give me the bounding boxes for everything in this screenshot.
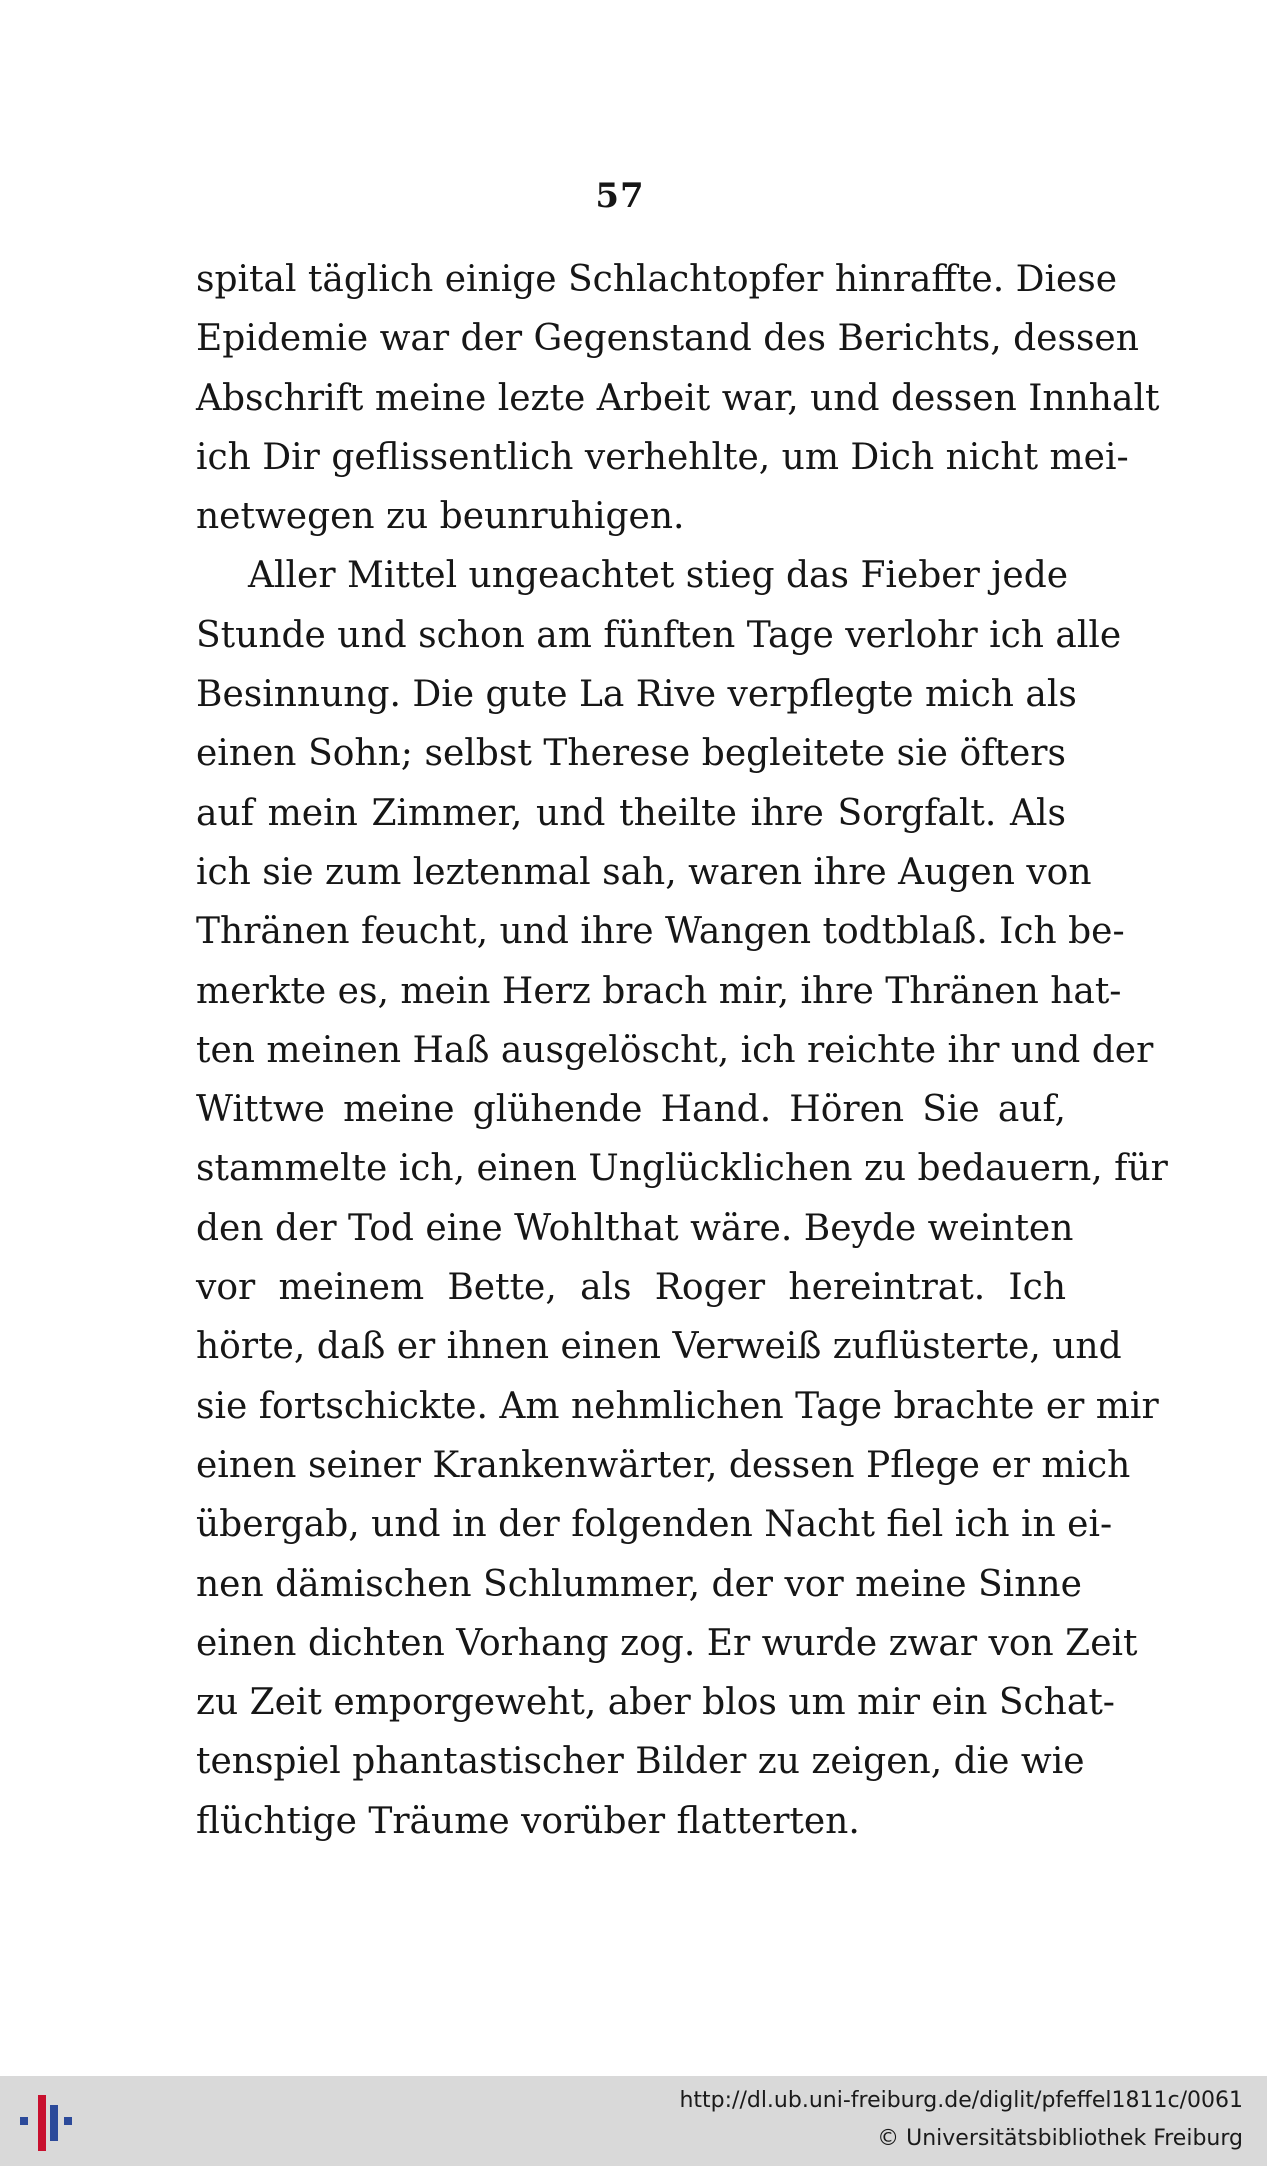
text-line: Aller Mittel ungeachtet stieg das Fieber jede: [248, 555, 1069, 597]
text-line: einen Sohn; selbst Therese begleitete sie öfters: [196, 733, 1066, 775]
text-line: Besinnung. Die gute La Rive verpflegte mich als: [196, 674, 1077, 716]
text-line: den der Tod eine Wohlthat wäre. Beyde weinten: [196, 1207, 1074, 1249]
text-line: Epidemie war der Gegenstand des Berichts, dessen: [196, 318, 1139, 360]
text-line: Thränen feucht, und ihre Wangen todtblaß. Ich be-: [196, 911, 1125, 953]
text-line: spital täglich einige Schlachtopfer hinraffte. Diese: [196, 259, 1118, 300]
text-line: vor meinem Bette, als Roger hereintrat. Ich: [196, 1267, 1066, 1309]
text-line: stammelte ich, einen Unglücklichen zu bedauern, für: [196, 1148, 1168, 1190]
text-line: sie fortschickte. Am nehmlichen Tage brachte er mir: [196, 1385, 1159, 1427]
text-line: flüchtige Träume vorüber flatterten.: [196, 1800, 860, 1842]
text-line: hörte, daß er ihnen einen Verweiß zuflüsterte, und: [196, 1326, 1122, 1368]
text-line: Stunde und schon am fünften Tage verlohr ich alle: [196, 614, 1122, 656]
text-line: ich sie zum leztenmal sah, waren ihre Augen von: [196, 851, 1092, 893]
text-line: Abschrift meine lezte Arbeit war, und dessen Innhalt: [196, 377, 1160, 419]
text-line: nen dämischen Schlummer, der vor meine Sinne: [196, 1563, 1082, 1605]
footer-bar: [0, 2076, 1267, 2166]
text-line: Wittwe meine glühende Hand. Hören Sie auf,: [196, 1089, 1066, 1131]
body-text: [196, 250, 1168, 1851]
footer-copyright: © Universitätsbibliothek Freiburg: [877, 2126, 1243, 2151]
text-line: ten meinen Haß ausgelöscht, ich reichte ihr und der: [196, 1029, 1154, 1071]
text-line: netwegen zu beunruhigen.: [196, 496, 685, 538]
text-line: ich Dir geflissentlich verhehlte, um Dich nicht mei-: [196, 436, 1129, 478]
text-line: übergab, und in der folgenden Nacht fiel ich in ei-: [196, 1504, 1113, 1546]
text-line: auf mein Zimmer, und theilte ihre Sorgfalt. Als: [196, 792, 1066, 834]
text-line: tenspiel phantastischer Bilder zu zeigen, die wie: [196, 1741, 1085, 1783]
ub-freiburg-logo-icon: [16, 2091, 76, 2155]
text-line: zu Zeit emporgeweht, aber blos um mir ein Schat-: [196, 1682, 1115, 1724]
text-line: einen seiner Krankenwärter, dessen Pflege er mich: [196, 1444, 1131, 1486]
text-line: einen dichten Vorhang zog. Er wurde zwar von Zeit: [196, 1622, 1138, 1664]
text-line: merkte es, mein Herz brach mir, ihre Thränen hat-: [196, 970, 1122, 1012]
page-number: 57: [595, 176, 645, 216]
footer-url-link[interactable]: http://dl.ub.uni-freiburg.de/diglit/pfeffel1811c/0061: [679, 2088, 1243, 2113]
